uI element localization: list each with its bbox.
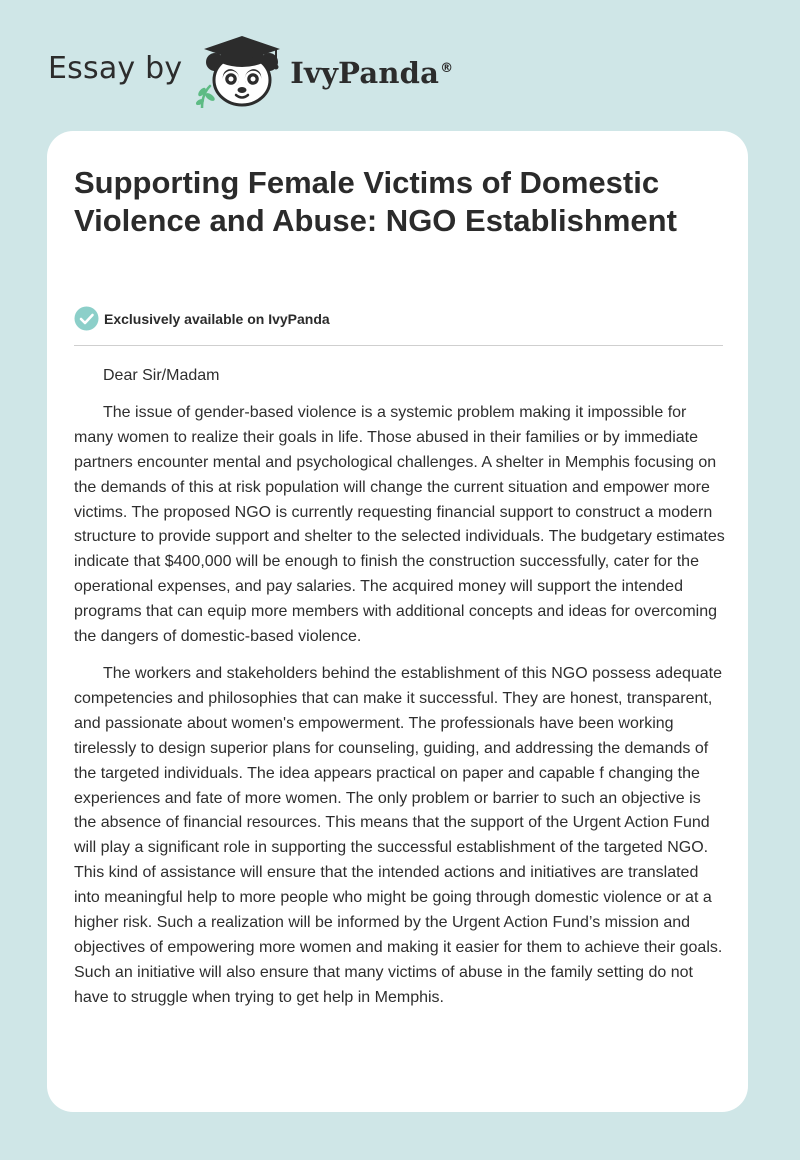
essay-card (47, 131, 748, 1112)
brand-prefix: Essay by (48, 50, 183, 86)
essay-body (74, 364, 726, 1023)
brand-name-text: IvyPanda (290, 56, 440, 90)
essay-paragraph: The issue of gender-based violence is a systemic problem making it impossible for many women to realize their goals in life. Those abused in their families or by immediate partners encounter mental and psychological challenges. A shelter in Memphis focusing on the demands of this at risk population will change the current situation and empower more victims. The proposed NGO is currently requesting financial support to construct a modern structure to provide support and shelter to the selected individuals. The budgetary estimates indicate that $400,000 will be enough to finish the construction successfully, cater for the operational expenses, and pay salaries. The acquired money will support the intended programs that can equip more members with additional concepts and ideas for overcoming the dangers of domestic-based violence. (74, 403, 725, 646)
essay-title: Supporting Female Victims of Domestic Violence and Abuse: NGO Establishment (74, 165, 677, 238)
exclusive-badge-text: Exclusively available on IvyPanda (104, 310, 330, 327)
panda-graduate-icon[interactable] (196, 34, 288, 108)
check-circle-icon (74, 306, 99, 331)
title-divider (74, 345, 723, 346)
registered-mark: ® (440, 61, 454, 77)
brand-name[interactable] (290, 56, 453, 90)
essay-paragraph: The workers and stakeholders behind the establishment of this NGO possess adequate competencies and philosophies that can make it successful. They are honest, transparent, and passionate about women's empowerment. The professionals have been working tirelessly to design superior plans for counseling, guiding, and addressing the demands of the targeted individuals. The idea appears practical on paper and capable f changing the experiences and fate of more women. The only problem or barrier to such an objective is the absence of financial resources. This means that the support of the Urgent Action Fund will play a significant role in supporting the successful establishment of the targeted NGO. This kind of assistance will ensure that the intended actions and initiatives are translated into meaningful help to more people who might be going through domestic violence or at a higher risk. Such a realization will be informed by the Urgent Action Fund’s mission and objectives of empowering more women and making it easier for them to achieve their goals. Such an initiative will also ensure that many victims of abuse in the family setting do not have to struggle when trying to get help in Memphis. (74, 664, 723, 1006)
exclusive-badge (74, 306, 330, 331)
brand-header (48, 34, 453, 108)
salutation: Dear Sir/Madam (103, 367, 220, 384)
